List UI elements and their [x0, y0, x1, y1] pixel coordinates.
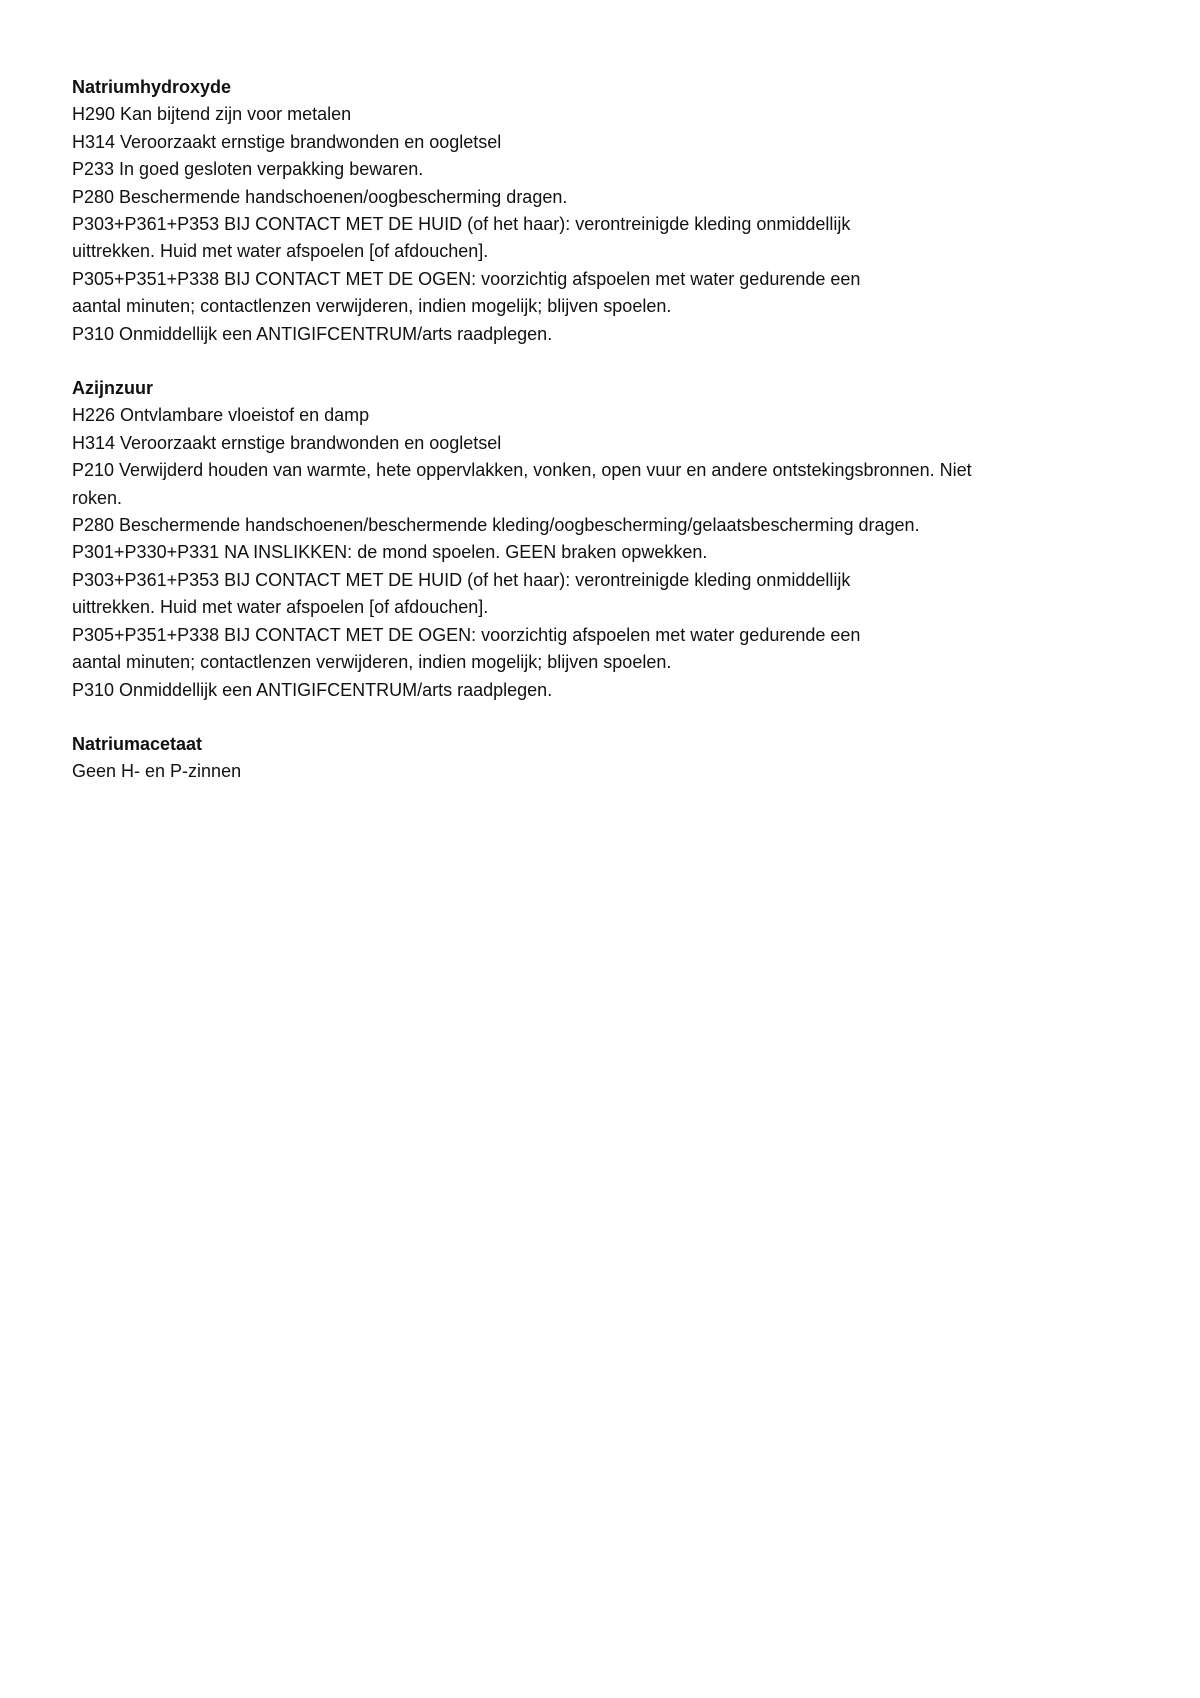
statement-line: H226 Ontvlambare vloeistof en damp	[72, 405, 370, 426]
statement-line: P305+P351+P338 BIJ CONTACT MET DE OGEN: voorzichtig afspoelen met water gedurende een	[72, 268, 861, 289]
document-page	[72, 74, 1132, 813]
statement-line: P310 Onmiddellijk een ANTIGIFCENTRUM/arts raadplegen.	[72, 679, 553, 700]
statement-line: P303+P361+P353 BIJ CONTACT MET DE HUID (of het haar): verontreinigde kleding onmiddellijk	[72, 214, 851, 235]
statement-line: P280 Beschermende handschoenen/beschermende kleding/oogbescherming/gelaatsbescherming dragen.	[72, 515, 920, 536]
statement-line: P233 In goed gesloten verpakking bewaren.	[72, 159, 424, 180]
statement-line: aantal minuten; contactlenzen verwijderen, indien mogelijk; blijven spoelen.	[72, 652, 672, 673]
section-azijnzuur	[72, 375, 1132, 704]
statement-line: H314 Veroorzaakt ernstige brandwonden en oogletsel	[72, 432, 502, 453]
statement-line: P303+P361+P353 BIJ CONTACT MET DE HUID (of het haar): verontreinigde kleding onmiddellijk	[72, 569, 851, 590]
statement-line: uittrekken. Huid met water afspoelen [of afdouchen].	[72, 597, 489, 618]
section-heading: Natriumhydroxyde	[72, 77, 232, 97]
statement-line: P280 Beschermende handschoenen/oogbescherming dragen.	[72, 186, 568, 207]
section-natriumacetaat	[72, 731, 1132, 786]
section-heading: Natriumacetaat	[72, 733, 203, 754]
section-heading: Azijnzuur	[72, 378, 153, 399]
statement-line: P310 Onmiddellijk een ANTIGIFCENTRUM/arts raadplegen.	[72, 323, 553, 344]
statement-line: H290 Kan bijtend zijn voor metalen	[72, 104, 352, 125]
statement-line: Geen H- en P-zinnen	[72, 761, 242, 782]
statement-line: P301+P330+P331 NA INSLIKKEN: de mond spoelen. GEEN braken opwekken.	[72, 542, 708, 563]
statement-line: P210 Verwijderd houden van warmte, hete oppervlakken, vonken, open vuur en andere ontstekingsbronnen. Niet	[72, 460, 972, 481]
statement-line: uittrekken. Huid met water afspoelen [of afdouchen].	[72, 241, 489, 262]
statement-line: H314 Veroorzaakt ernstige brandwonden en oogletsel	[72, 131, 502, 152]
statement-line: roken.	[72, 487, 123, 508]
section-natriumhydroxyde	[72, 74, 1132, 348]
statement-line: aantal minuten; contactlenzen verwijderen, indien mogelijk; blijven spoelen.	[72, 296, 672, 317]
statement-line: P305+P351+P338 BIJ CONTACT MET DE OGEN: voorzichtig afspoelen met water gedurende een	[72, 624, 861, 645]
